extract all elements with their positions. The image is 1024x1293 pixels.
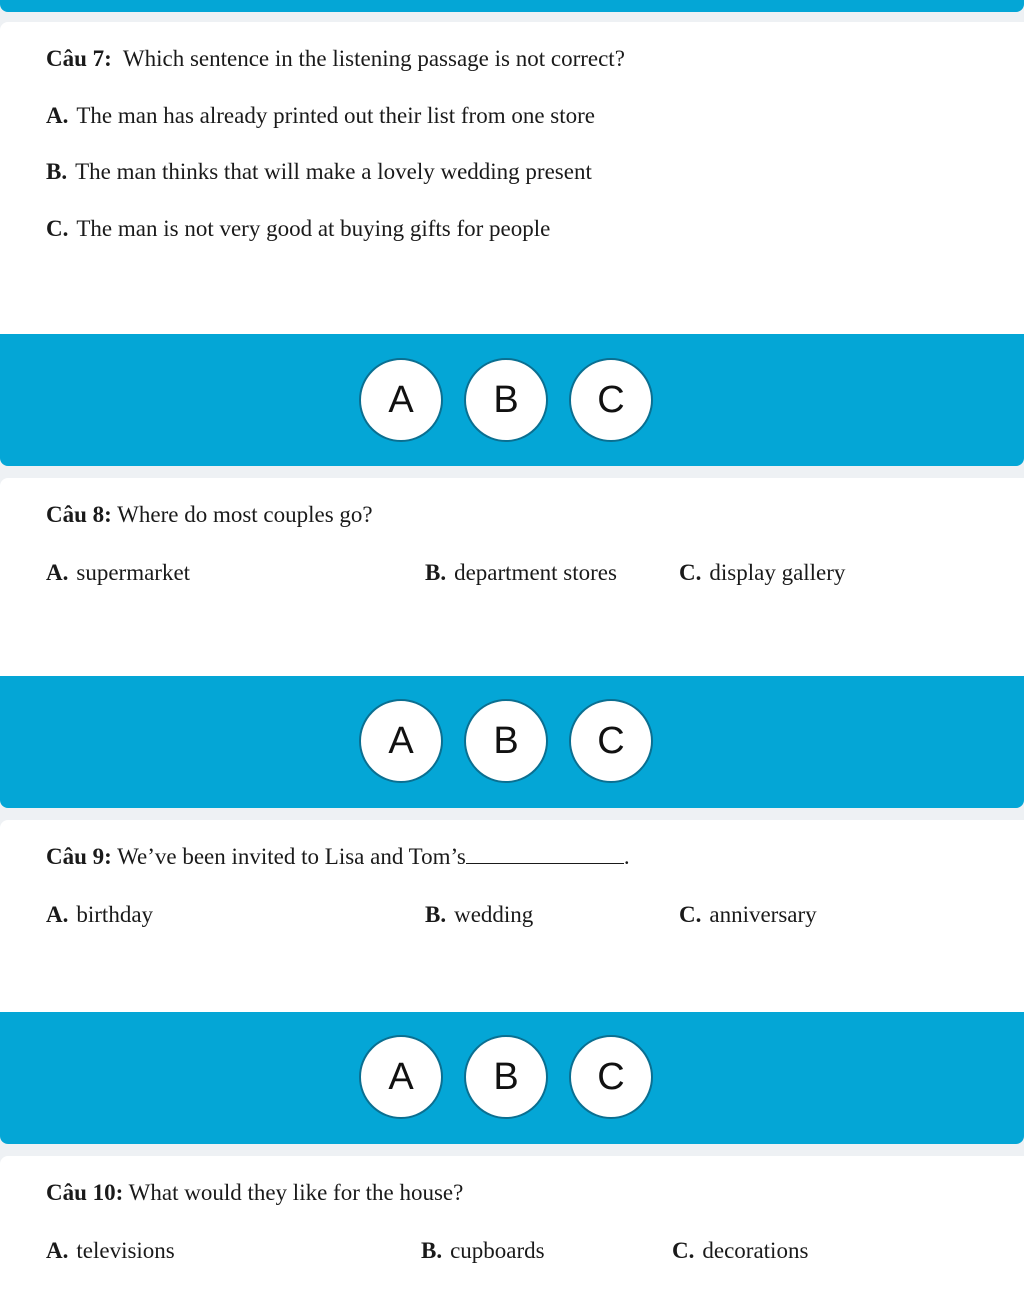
option-b: B. The man thinks that will make a lovely wedding present xyxy=(46,159,592,184)
answer-band-8 xyxy=(0,676,1024,808)
option-c: C. display gallery xyxy=(679,560,846,585)
option-a: A. supermarket xyxy=(46,560,191,585)
answer-band-7 xyxy=(0,334,1024,466)
option-c: C. anniversary xyxy=(679,902,817,927)
answer-button-a[interactable]: A xyxy=(359,358,443,442)
top-accent-bar xyxy=(0,0,1024,12)
question-label: Câu 9: xyxy=(46,844,112,869)
question-label: Câu 7: xyxy=(46,46,112,71)
option-b: B. department stores xyxy=(425,560,617,585)
answer-band-9 xyxy=(0,1012,1024,1144)
answer-button-a[interactable]: A xyxy=(359,699,443,783)
question-8-text xyxy=(46,502,373,528)
answer-button-b[interactable]: B xyxy=(464,699,548,783)
question-9-text: Câu 9: We’ve been invited to Lisa and Tom’s . xyxy=(46,844,630,869)
question-7-text xyxy=(46,46,625,72)
option-c: C. The man is not very good at buying gifts for people xyxy=(46,216,551,241)
answer-blank xyxy=(466,845,624,864)
option-b: B. wedding xyxy=(425,902,534,927)
question-label: Câu 10: xyxy=(46,1180,124,1205)
question-card-10 xyxy=(0,1156,1024,1293)
answer-button-c[interactable]: C xyxy=(569,699,653,783)
question-prompt: We’ve been invited to Lisa and Tom’s xyxy=(117,844,466,869)
option-b: B. cupboards xyxy=(421,1238,545,1263)
question-card-7 xyxy=(0,22,1024,334)
answer-button-c[interactable]: C xyxy=(569,358,653,442)
question-prompt: What would they like for the house? xyxy=(128,1180,464,1205)
option-a: A. televisions xyxy=(46,1238,175,1263)
answer-button-c[interactable]: C xyxy=(569,1035,653,1119)
option-c: C. decorations xyxy=(672,1238,809,1263)
question-10-text xyxy=(46,1180,463,1206)
question-prompt: Where do most couples go? xyxy=(117,502,373,527)
option-a: A. birthday xyxy=(46,902,154,927)
answer-button-b[interactable]: B xyxy=(464,358,548,442)
question-prompt: Which sentence in the listening passage is not correct? xyxy=(122,46,625,71)
answer-button-a[interactable]: A xyxy=(359,1035,443,1119)
answer-button-b[interactable]: B xyxy=(464,1035,548,1119)
question-card-8 xyxy=(0,478,1024,676)
question-label: Câu 8: xyxy=(46,502,112,527)
option-a: A. The man has already printed out their list from one store xyxy=(46,103,595,128)
question-card-9 xyxy=(0,820,1024,1012)
